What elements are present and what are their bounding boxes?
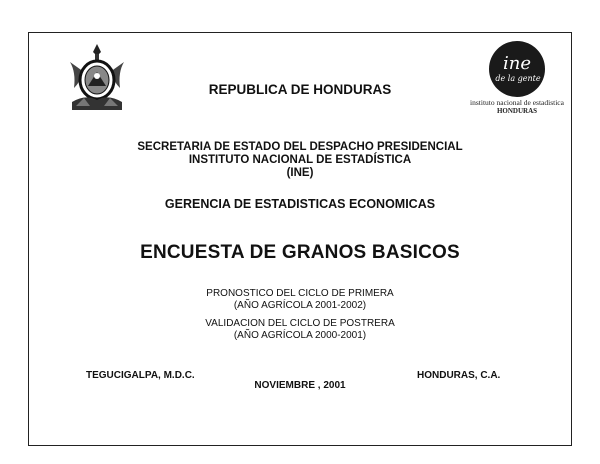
institution-line-1: SECRETARIA DE ESTADO DEL DESPACHO PRESIDENCIAL [137,141,463,153]
honduras-coat-of-arms-icon [66,42,128,114]
forecast-line-2: (AÑO AGRÍCOLA 2001-2002) [233,300,367,311]
ine-caption-country: HONDURAS [496,107,538,115]
ine-caption [455,98,579,116]
institution-line-2: INSTITUTO NACIONAL DE ESTADÍSTICA [188,154,412,166]
department-heading: GERENCIA DE ESTADISTICAS ECONOMICAS [164,197,436,211]
validation-line-1: VALIDACION DEL CICLO DE POSTRERA [205,318,395,329]
forecast-line-1: PRONOSTICO DEL CICLO DE PRIMERA [206,288,394,299]
footer-date: NOVIEMBRE , 2001 [254,380,346,391]
institution-line-3: (INE) [286,167,314,179]
footer-country: HONDURAS, C.A. [417,370,501,381]
forecast-block [0,288,600,312]
validation-line-2: (AÑO AGRÍCOLA 2000-2001) [233,330,367,341]
validation-block [0,318,600,342]
ine-logo-word: ine [502,53,532,74]
ine-logo-tagline: de la gente [495,74,541,83]
institution-block [0,141,600,180]
survey-title: ENCUESTA DE GRANOS BASICOS [140,242,460,263]
republic-heading: REPUBLICA DE HONDURAS [208,82,392,97]
ine-caption-name: instituto nacional de estadistica [470,98,564,107]
footer-city: TEGUCIGALPA, M.D.C. [86,370,195,381]
